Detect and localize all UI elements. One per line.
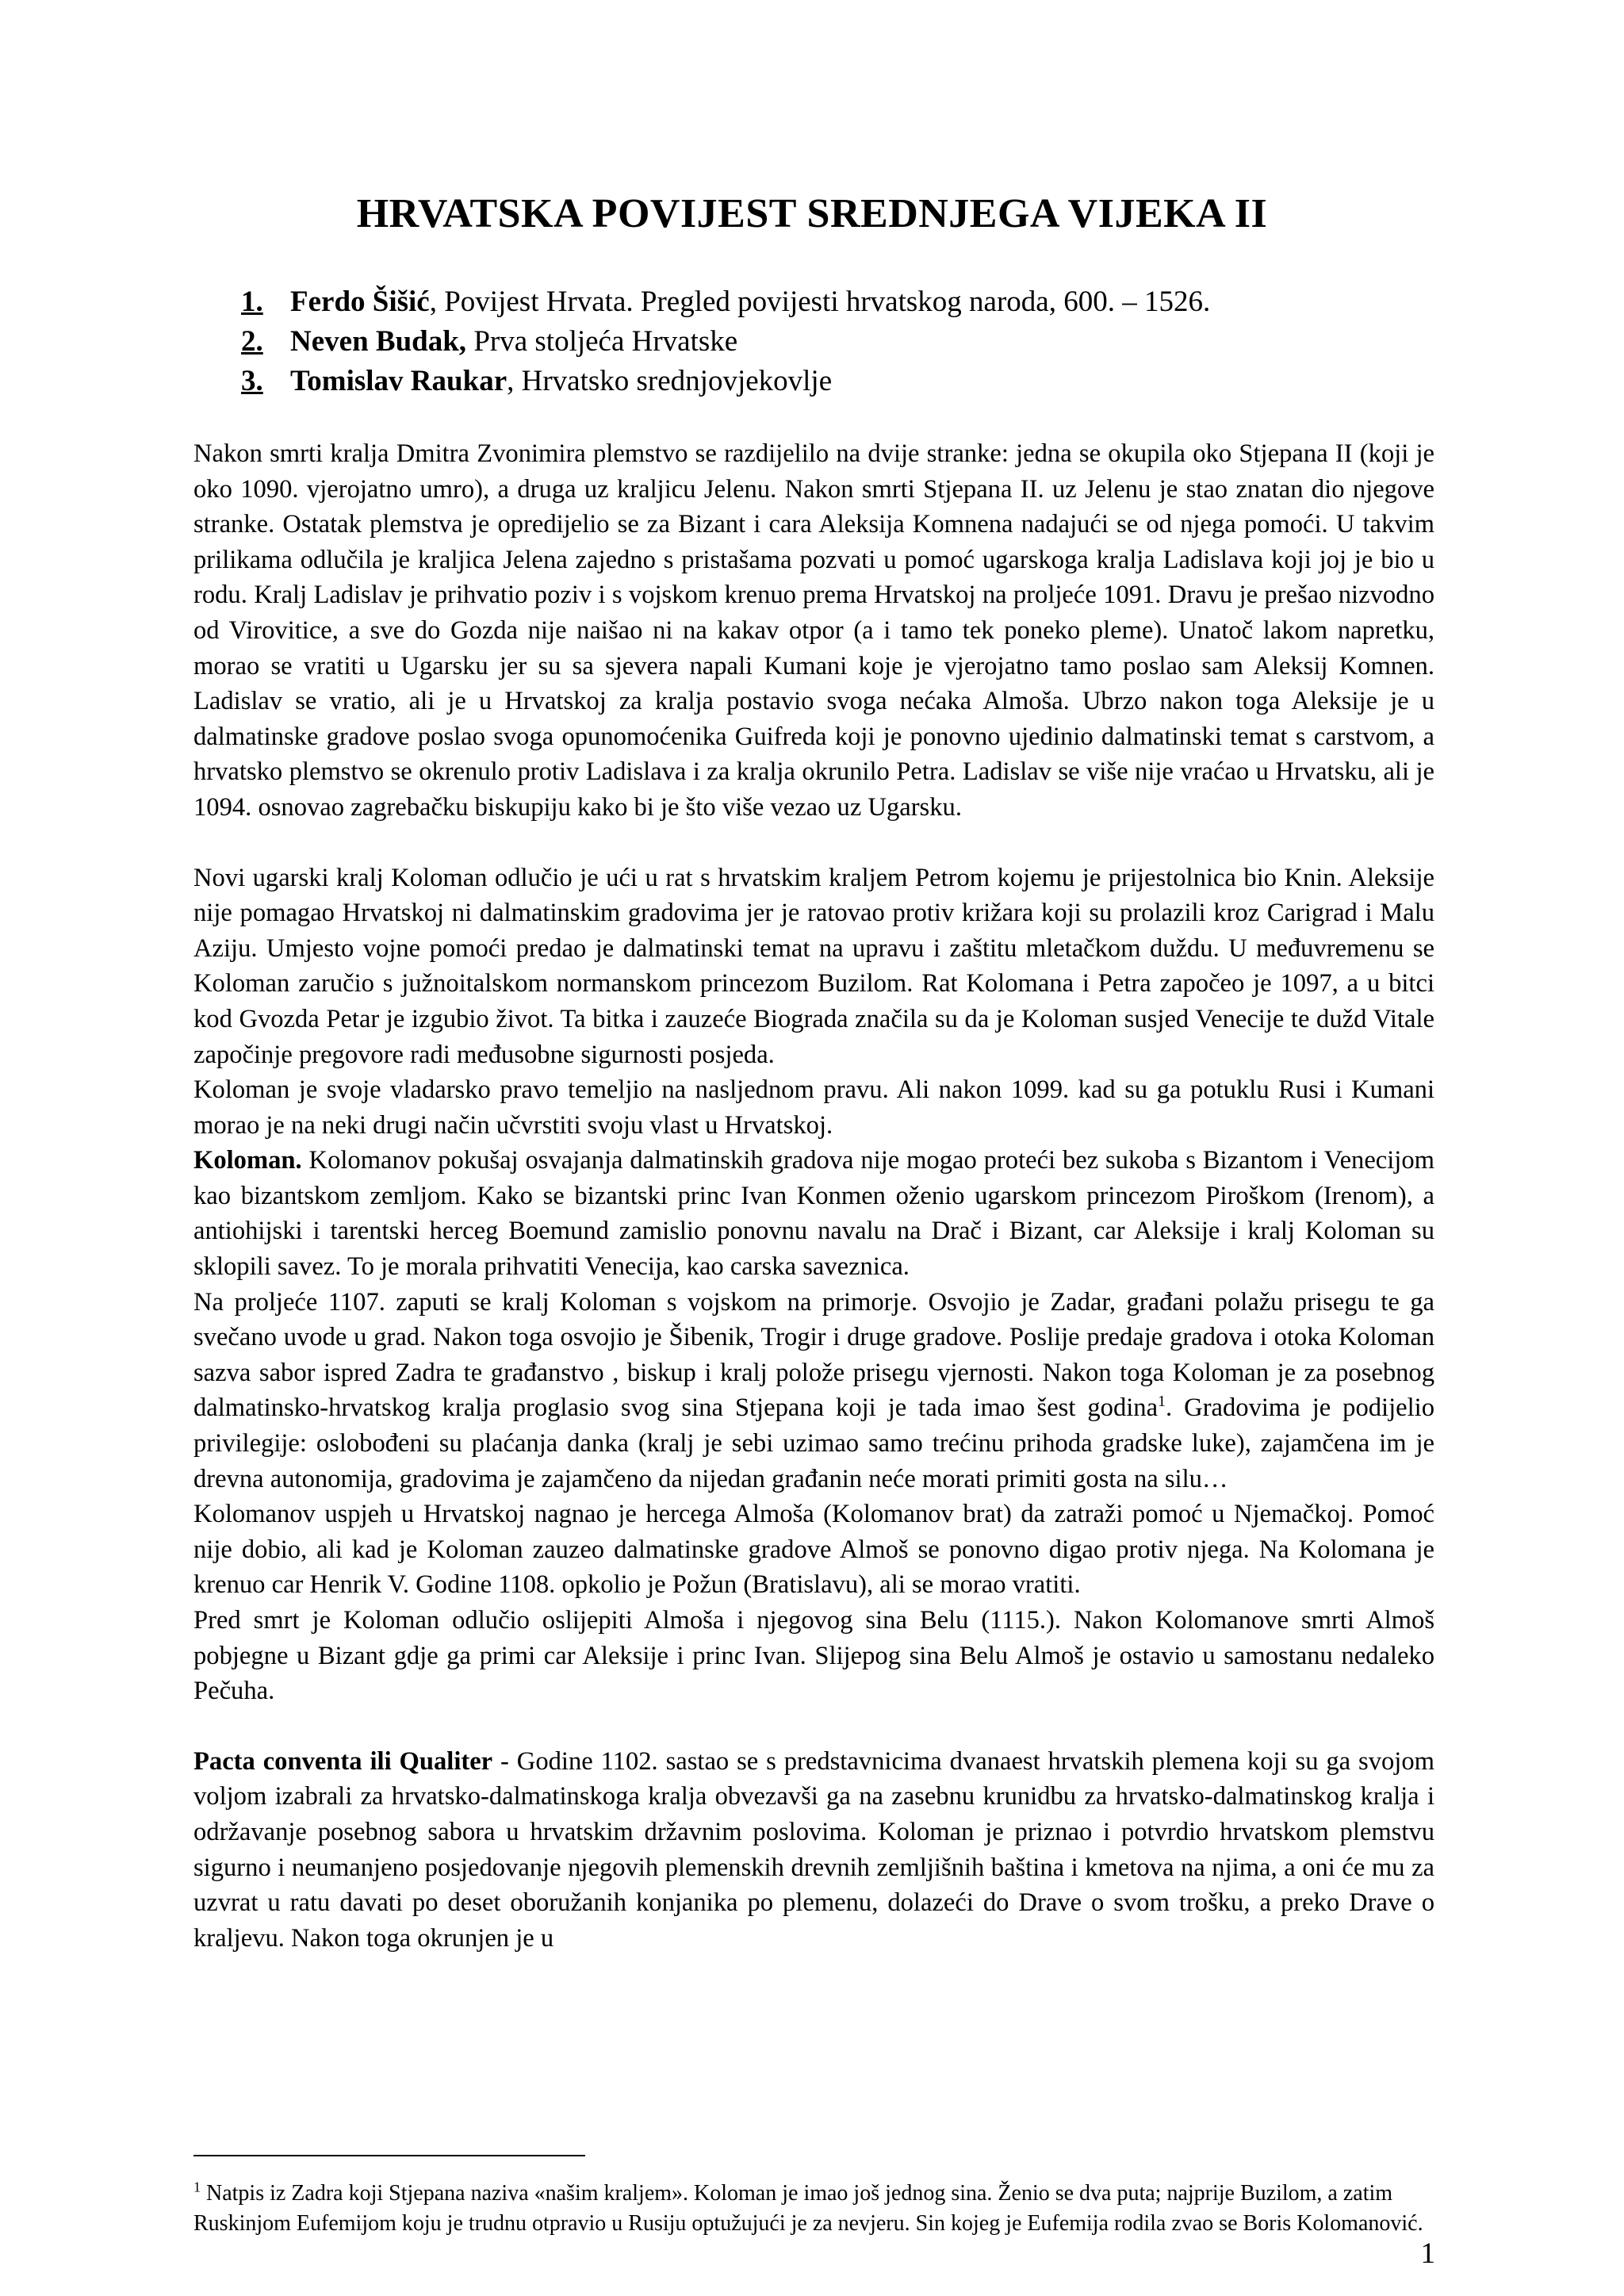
document-body bbox=[193, 436, 1434, 1956]
footnote bbox=[193, 2179, 1434, 2239]
reference-work: Prva stoljeća Hrvatske bbox=[466, 325, 738, 358]
paragraph-zadar-1107 bbox=[193, 1285, 1434, 1497]
reference-work: , Hrvatsko srednjovjekovlje bbox=[507, 365, 833, 397]
paragraph-koloman-dalmatia bbox=[193, 1143, 1434, 1284]
paragraph-almos: Kolomanov uspjeh u Hrvatskoj nagnao je hercega Almoša (Kolomanov brat) da zatraži pomoć u Njemačkoj. Pomoć nije dobio, ali kad je Koloman zauzeo dalmatinske gradove Almoš se ponovno digao protiv njega. Na Kolomana je krenuo car Henrik V. Godine 1108. opkolio je Požun (Bratislavu), ali se morao vratiti. bbox=[193, 1500, 1434, 1600]
reference-list bbox=[241, 282, 1510, 401]
paragraph-text: . Gradovima je podijelio privilegije: oslobođeni su plaćanja danka (kralj je sebi uzimao samo trećinu prihoda gradske luke), zajamčena im je drevna autonomija, gradovima je zajamčeno da nijedan građanin neće morati primiti gosta na silu… bbox=[193, 1393, 1435, 1493]
paragraph-lead-heading: Pacta conventa ili Qualiter bbox=[193, 1746, 493, 1776]
paragraph-text: - Godine 1102. sastao se s predstavnicima dvanaest hrvatskih plemena koji su ga svojom voljom izabrali za hrvatsko-dalmatinskoga kralja obvezavši ga na zasebnu krunidbu za hrvatsko-dalmatinskog kralja i održavanje posebnog sabora u hrvatskim državnim poslovima. Koloman je priznao i potvrdio hrvatskom plemstvu sigurno i neumanjeno posjedovanje njegovih plemenskih drevnih zemljišnih baština i kmetova na njima, a oni će mu za uzvrat u ratu davati po deset oboružanih konjanika po plemenu, dolazeći do Drave o svom trošku, a preko Drave o kraljevu. Nakon toga okrunjen je u bbox=[193, 1746, 1434, 1953]
paragraph-koloman-war: Novi ugarski kralj Koloman odlučio je ući u rat s hrvatskim kraljem Petrom kojemu je prijestolnica bio Knin. Aleksije nije pomagao Hrvatskoj ni dalmatinskim gradovima jer je ratovao protiv križara koji su prolazili kroz Carigrad i Malu Aziju. Umjesto vojne pomoći predao je dalmatinski temat na upravu i zaštitu mletačkom duždu. U međuvremenu se Koloman zaručio s južnoitalskom normanskom princezom Buzilom. Rat Kolomana i Petra započeo je 1097, a u bitci kod Gvozda Petar je izgubio život. Ta bitka i zauzeće Biograda značila su da je Koloman susjed Venecije te dužd Vitale započinje pregovore radi međusobne sigurnosti posjeda. bbox=[193, 863, 1434, 1069]
reference-number: 3. bbox=[241, 365, 263, 397]
reference-item bbox=[241, 322, 1510, 362]
reference-number: 1. bbox=[241, 286, 263, 318]
paragraph-lead-heading: Koloman. bbox=[193, 1146, 302, 1175]
reference-author: Neven Budak, bbox=[290, 325, 467, 358]
page-number: 1 bbox=[1420, 2237, 1435, 2270]
paragraph-pacta-conventa bbox=[193, 1744, 1434, 1957]
reference-number: 2. bbox=[241, 325, 263, 358]
footnote-reference[interactable]: 1 bbox=[1158, 1393, 1166, 1411]
footnote-marker: 1 bbox=[193, 2179, 201, 2195]
paragraph-koloman-right: Koloman je svoje vladarsko pravo temeljio na nasljednom pravu. Ali nakon 1099. kad su ga potuklu Rusi i Kumani morao je na neki drugi način učvrstiti svoju vlast u Hrvatskoj. bbox=[193, 1075, 1434, 1140]
reference-item bbox=[241, 282, 1510, 322]
paragraph-text: Na proljeće 1107. zaputi se kralj Koloman s vojskom na primorje. Osvojio je Zadar, građani polažu prisegu te ga svečano uvode u grad. Nakon toga osvojio je Šibenik, Trogir i druge gradove. Poslije predaje gradova i otoka Koloman sazva sabor ispred Zadra te građanstvo , biskup i kralj polože prisegu vjernosti. Nakon toga Koloman je za posebnog dalmatinsko-hrvatskog kralja proglasio svog sina Stjepana koji je tada imao šest godina bbox=[193, 1287, 1434, 1423]
footnote-text: Natpis iz Zadra koji Stjepana naziva «našim kraljem». Koloman je imao još jednog sina. Ženio se dva puta; najprije Buzilom, a zatim Ruskinjom Eufemijom koju je trudnu otpravio u Rusiju optužujući je za nevjeru. Sin kojeg je Eufemija rodila zvao se Boris Kolomanović. bbox=[193, 2181, 1423, 2236]
reference-author: Tomislav Raukar bbox=[290, 365, 508, 397]
footnote-separator bbox=[193, 2155, 585, 2156]
paragraph-blinding: Pred smrt je Koloman odlučio oslijepiti Almoša i njegovog sina Belu (1115.). Nakon Kolomanove smrti Almoš pobjegne u Bizant gdje ga primi car Aleksije i princ Ivan. Slijepog sina Belu Almoš je ostavio u samostanu nedaleko Pečuha. bbox=[193, 1606, 1434, 1706]
paragraph-text: Kolomanov pokušaj osvajanja dalmatinskih gradova nije mogao proteći bez sukoba s Bizantom i Venecijom kao bizantskom zemljom. Kako se bizantski princ Ivan Konmen oženio ugarskom princezom Piroškom (Irenom), a antiohijski i tarentski herceg Boemund zamislio ponovnu navalu na Drač i Bizant, car Aleksije i kralj Koloman su sklopili savez. To je morala prihvatiti Venecija, kao carska saveznica. bbox=[193, 1146, 1434, 1282]
paragraph-intro: Nakon smrti kralja Dmitra Zvonimira plemstvo se razdijelilo na dvije stranke: jedna se okupila oko Stjepana II (koji je oko 1090. vjerojatno umro), a druga uz kraljicu Jelenu. Nakon smrti Stjepana II. uz Jelenu je stao znatan dio njegove stranke. Ostatak plemstva je opredijelio se za Bizant i cara Aleksija Komnena nadajući se od njega pomoći. U takvim prilikama odlučila je kraljica Jelena zajedno s pristašama pozvati u pomoć ugarskoga kralja Ladislava koji joj je bio u rodu. Kralj Ladislav je prihvatio poziv i s vojskom krenuo prema Hrvatskoj na proljeće 1091. Dravu je prešao nizvodno od Virovitice, a sve do Gozda nije naišao ni na kakav otpor (a i tamo tek poneko pleme). Unatoč lakom napretku, morao se vratiti u Ugarsku jer su sa sjevera napali Kumani koje je vjerojatno tamo poslao sam Aleksij Komnen. Ladislav se vratio, ali je u Hrvatskoj za kralja postavio svoga nećaka Almoša. Ubrzo nakon toga Aleksije je u dalmatinske gradove poslao svoga opunomoćenika Guifreda koji je ponovno ujedinio dalmatinski temat s carstvom, a hrvatsko plemstvo se okrenulo protiv Ladislava i za kralja okrunilo Petra. Ladislav se više nije vraćao u Hrvatsku, ali je 1094. osnovao zagrebačku biskupiju kako bi je što više vezao uz Ugarsku. bbox=[193, 439, 1434, 822]
reference-author: Ferdo Šišić bbox=[290, 286, 430, 318]
document-title: HRVATSKA POVIJEST SREDNJEGA VIJEKA II bbox=[356, 191, 1268, 236]
reference-work: , Povijest Hrvata. Pregled povijesti hrvatskog naroda, 600. – 1526. bbox=[429, 286, 1211, 318]
reference-item bbox=[241, 362, 1510, 401]
